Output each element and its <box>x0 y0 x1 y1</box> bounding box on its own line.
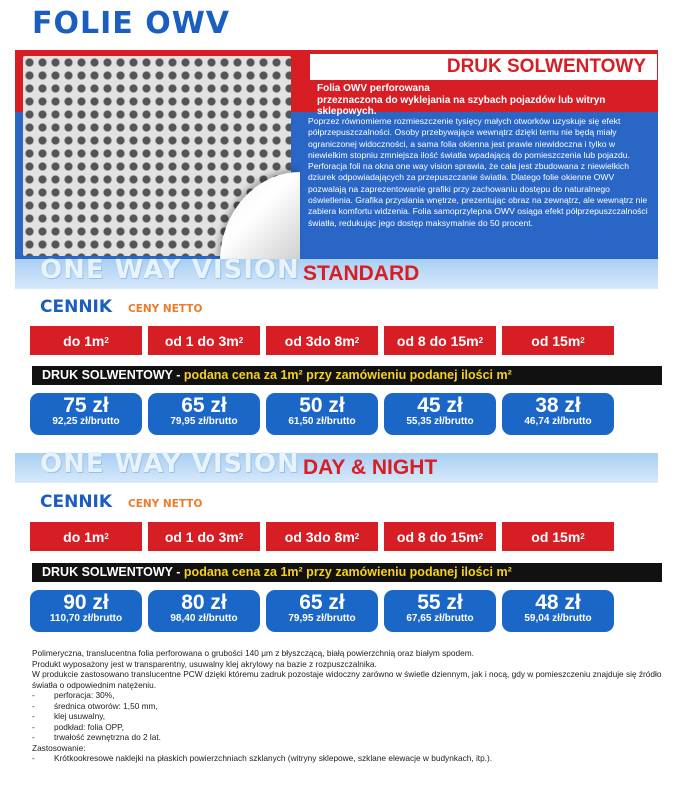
section-band-day-night <box>15 449 658 483</box>
quantity-tier: od 8 do 15m 2 <box>384 326 496 355</box>
owv-logo: ONE WAY VISION <box>40 449 300 479</box>
spec-bullet: - perforacja: 30%, <box>32 690 115 700</box>
gross-price: 98,40 zł/brutto <box>170 613 238 624</box>
druk-label: DRUK SOLWENTOWY - <box>42 565 181 579</box>
quantity-tier: od 15m 2 <box>502 522 614 551</box>
price-tile <box>266 590 378 632</box>
gross-price: 55,35 zł/brutto <box>406 416 474 427</box>
quantity-tier: od 1 do 3m 2 <box>148 326 260 355</box>
spec-bullet-text: średnica otworów: 1,50 mm, <box>54 700 158 711</box>
net-price: 65 zł <box>299 591 345 614</box>
spec-bullet: - podkład: folia OPP, <box>32 721 124 732</box>
section-name: STANDARD <box>303 262 420 285</box>
cennik-subheading: CENY NETTO <box>128 303 203 315</box>
price-tile <box>148 590 260 632</box>
price-tile <box>502 590 614 632</box>
quantity-label: od 1 do 3m <box>164 528 239 545</box>
net-price: 75 zł <box>63 394 109 417</box>
price-tile <box>30 590 142 632</box>
price-tile <box>266 393 378 435</box>
quantity-tier: od 3do 8m 2 <box>266 326 378 355</box>
page-title: FOLIE OWV <box>32 6 231 41</box>
product-specification <box>32 648 662 764</box>
druk-note: podana cena za 1m² przy zamówieniu podanej ilości m² <box>183 565 512 579</box>
spec-line: W produkcie zastosowano translucentne PCW dzięki któremu zadruk pozostaje widoczny zarówno w świetle dziennym, jak i nocą, gdy w pomieszczeniu znajduje się źródło światła o odpowiednim natężeniu. <box>32 669 662 690</box>
gross-price: 79,95 zł/brutto <box>170 416 238 427</box>
net-price: 48 zł <box>535 591 581 614</box>
quantity-label: od 1 do 3m <box>164 332 239 349</box>
druk-info-bar <box>32 366 662 385</box>
spec-line: Polimeryczna, translucentna folia perforowana o grubości 140 μm z błyszczącą, białą powierzchnią oraz białym spodem. <box>32 648 474 658</box>
net-price: 38 zł <box>535 394 581 417</box>
quantity-label: od 15m <box>531 528 581 545</box>
hero-subtitle-1: Folia OWV perforowana <box>317 83 430 94</box>
hero-heading: DRUK SOLWENTOWY <box>446 56 646 77</box>
quantity-tier: od 1 do 3m 2 <box>148 522 260 551</box>
gross-price: 67,65 zł/brutto <box>406 613 474 624</box>
price-tile <box>148 393 260 435</box>
quantity-tier: do 1m 2 <box>30 522 142 551</box>
price-tile <box>30 393 142 435</box>
spec-line: Produkt wyposażony jest w transparentny, usuwalny klej akrylowy na bazie z rozpuszczalnika. <box>32 658 377 669</box>
quantity-label: do 1m <box>63 332 105 349</box>
usage-bullet-text: Krótkookresowe naklejki na płaskich powierzchniach szklanych (witryny sklepowe, szklane elewacje w budynkach, itp.). <box>54 753 493 763</box>
spec-bullet-text: podkład: folia OPP, <box>54 721 124 732</box>
quantity-label: do 1m <box>63 528 105 545</box>
quantity-label: od 8 do 15m <box>396 332 479 349</box>
hero-banner <box>15 50 658 265</box>
gross-price: 59,04 zł/brutto <box>524 613 592 624</box>
quantity-tier: do 1m 2 <box>30 326 142 355</box>
spec-bullet: - klej usuwalny, <box>32 711 106 721</box>
spec-bullet: - trwałość zewnętrzna do 2 lat. <box>32 732 161 742</box>
quantity-tier: od 3do 8m 2 <box>266 522 378 551</box>
section-name: DAY & NIGHT <box>303 456 438 479</box>
druk-note: podana cena za 1m² przy zamówieniu podanej ilości m² <box>183 368 512 382</box>
druk-info-bar <box>32 563 662 582</box>
net-price: 45 zł <box>417 394 463 417</box>
cennik-heading: CENNIK <box>40 492 113 512</box>
spec-bullet-text: klej usuwalny, <box>54 711 106 721</box>
gross-price: 110,70 zł/brutto <box>49 613 123 624</box>
usage-bullet: - Krótkookresowe naklejki na płaskich powierzchniach szklanych (witryny sklepowe, szklane elewacje w budynkach, itp.). <box>32 753 493 763</box>
net-price: 50 zł <box>299 394 345 417</box>
price-tile <box>384 590 496 632</box>
spec-bullet-text: trwałość zewnętrzna do 2 lat. <box>54 732 161 742</box>
quantity-tier: od 8 do 15m 2 <box>384 522 496 551</box>
usage-title: Zastosowanie: <box>32 742 86 753</box>
gross-price: 61,50 zł/brutto <box>288 416 356 427</box>
quantity-label: od 3do 8m <box>284 332 355 349</box>
gross-price: 79,95 zł/brutto <box>288 613 356 624</box>
net-price: 90 zł <box>63 591 109 614</box>
price-tile <box>502 393 614 435</box>
spec-bullet: - średnica otworów: 1,50 mm, <box>32 700 158 711</box>
spec-bullet-text: perforacja: 30%, <box>54 690 115 700</box>
price-tile <box>384 393 496 435</box>
gross-price: 92,25 zł/brutto <box>52 416 120 427</box>
net-price: 80 zł <box>181 591 227 614</box>
quantity-label: od 3do 8m <box>284 528 355 545</box>
net-price: 55 zł <box>417 591 463 614</box>
net-price: 65 zł <box>181 394 227 417</box>
quantity-label: od 8 do 15m <box>396 528 479 545</box>
druk-label: DRUK SOLWENTOWY - <box>42 368 181 382</box>
owv-logo: ONE WAY VISION <box>40 255 300 285</box>
quantity-label: od 15m <box>531 332 581 349</box>
cennik-subheading: CENY NETTO <box>128 498 203 510</box>
quantity-tier: od 15m 2 <box>502 326 614 355</box>
gross-price: 46,74 zł/brutto <box>524 416 592 427</box>
cennik-heading: CENNIK <box>40 297 113 317</box>
hero-subtitle-2: przeznaczona do wyklejania na szybach pojazdów lub witryn sklepowych. <box>317 95 606 117</box>
section-band-standard <box>15 255 658 289</box>
hero-description: Poprzez równomierne rozmieszczenie tysięcy małych otworków uzyskuje się efekt półprzepuszczalności. Osoby przebywające wewnątrz dzięki temu nie będą miały ograniczonej widoczności, a sama folia okienna jest prawie niewidoczna i tylko w niewielkim stopniu zmniejsza ilość światła wpadającą do pomieszczenia lub pojazdu. Perforacja foli na okna one way vision sprawia, że cała jest zbudowana z niewielkich dziurek odpowiadających za przepuszczanie światła. Dlatego folie okienne OWV pozwalają na zaprezentowanie grafiki przy zachowaniu dostępu do naturalnego oświetlenia. Grafika przyslania wnętrze, prezentując obraz na zewnątrz, ale wewnątrz nie zabiera komfortu widzenia. Folia samoprzylepna OWV osiąga efekt półprzepuszczalności światła, redukując jego dostęp maksymalnie do 50 procent. <box>308 116 648 228</box>
